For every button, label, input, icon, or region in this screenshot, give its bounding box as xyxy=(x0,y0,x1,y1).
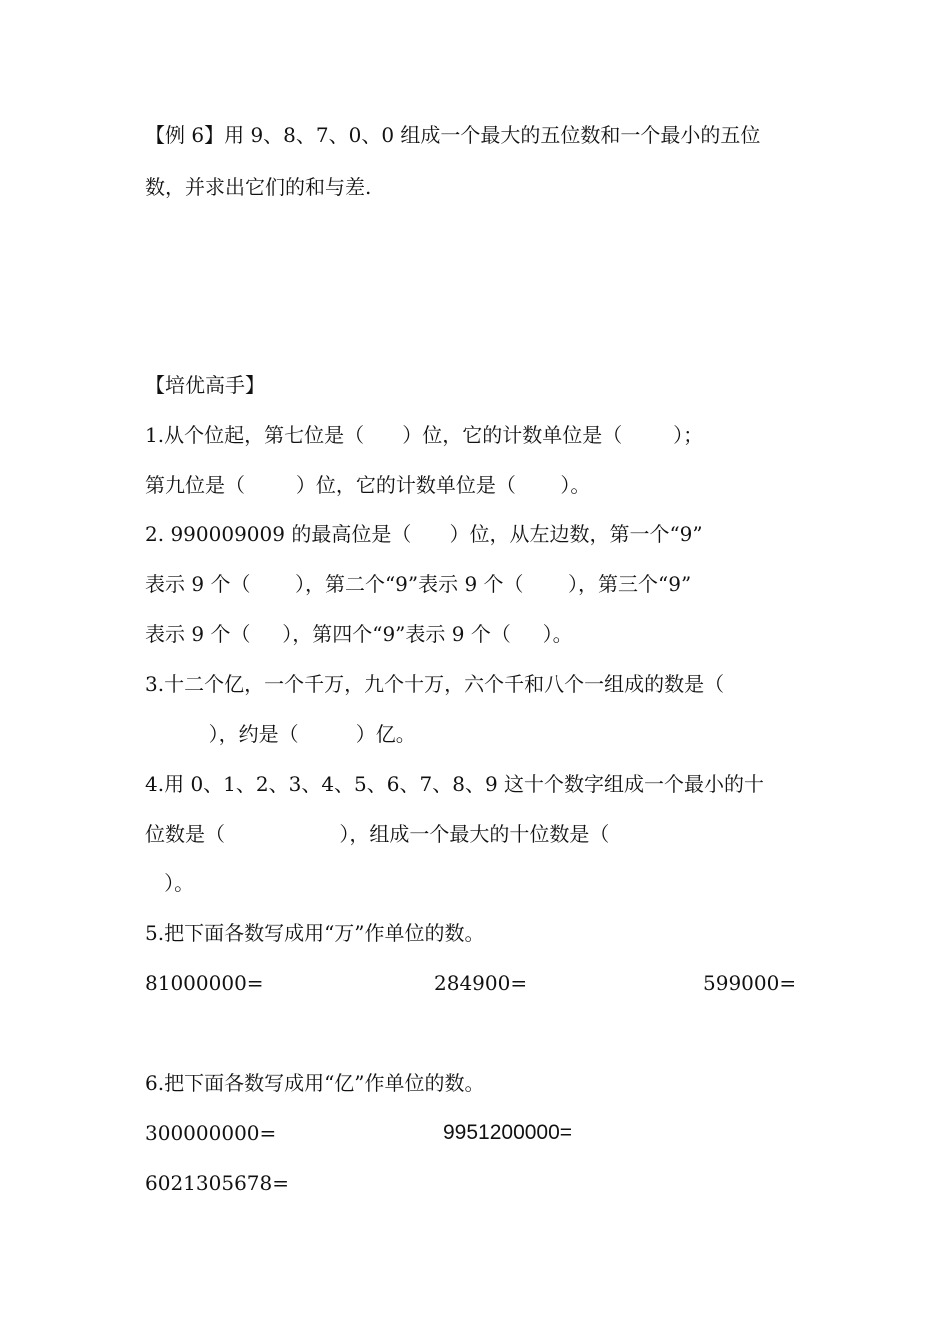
question-5-item: 284900= xyxy=(434,971,528,995)
question-3-line-1: 3.十二个亿，一个千万，九个十万，六个千和八个一组成的数是（ xyxy=(145,672,725,696)
question-4-line-1: 4.用 0、1、2、3、4、5、6、7、8、9 这十个数字组成一个最小的十 xyxy=(145,772,765,796)
example-6-line-1: 【例 6】用 9、8、7、0、0 组成一个最大的五位数和一个最小的五位 xyxy=(145,123,761,147)
question-4-line-2: 位数是（ ），组成一个最大的十位数是（ xyxy=(145,822,610,846)
question-2-line-2: 表示 9 个（ ），第二个“9”表示 9 个（ ），第三个“9” xyxy=(145,572,692,596)
question-2-line-1: 2. 990009009 的最高位是（ ）位，从左边数，第一个“9” xyxy=(145,522,703,546)
example-6-line-2: 数，并求出它们的和与差. xyxy=(145,175,372,199)
question-1-line-2: 第九位是（ ）位，它的计数单位是（ ）。 xyxy=(145,473,591,497)
question-6-title: 6.把下面各数写成用“亿”作单位的数。 xyxy=(145,1071,485,1095)
question-3-line-2: ），约是（ ）亿。 xyxy=(145,722,416,746)
question-1-line-1: 1.从个位起，第七位是（ ）位，它的计数单位是（ ）； xyxy=(145,423,704,447)
question-2-line-3: 表示 9 个（ ），第四个“9”表示 9 个（ ）。 xyxy=(145,622,573,646)
question-4-line-3: ）。 xyxy=(145,871,195,895)
question-6-item: 9951200000= xyxy=(443,1121,573,1144)
section-title: 【培优高手】 xyxy=(145,373,265,397)
question-5-item: 599000= xyxy=(703,971,797,995)
question-5-item: 81000000= xyxy=(145,971,264,995)
question-6-item: 300000000= xyxy=(145,1121,277,1145)
question-6-item: 6021305678= xyxy=(145,1171,290,1195)
question-5-title: 5.把下面各数写成用“万”作单位的数。 xyxy=(145,921,485,945)
